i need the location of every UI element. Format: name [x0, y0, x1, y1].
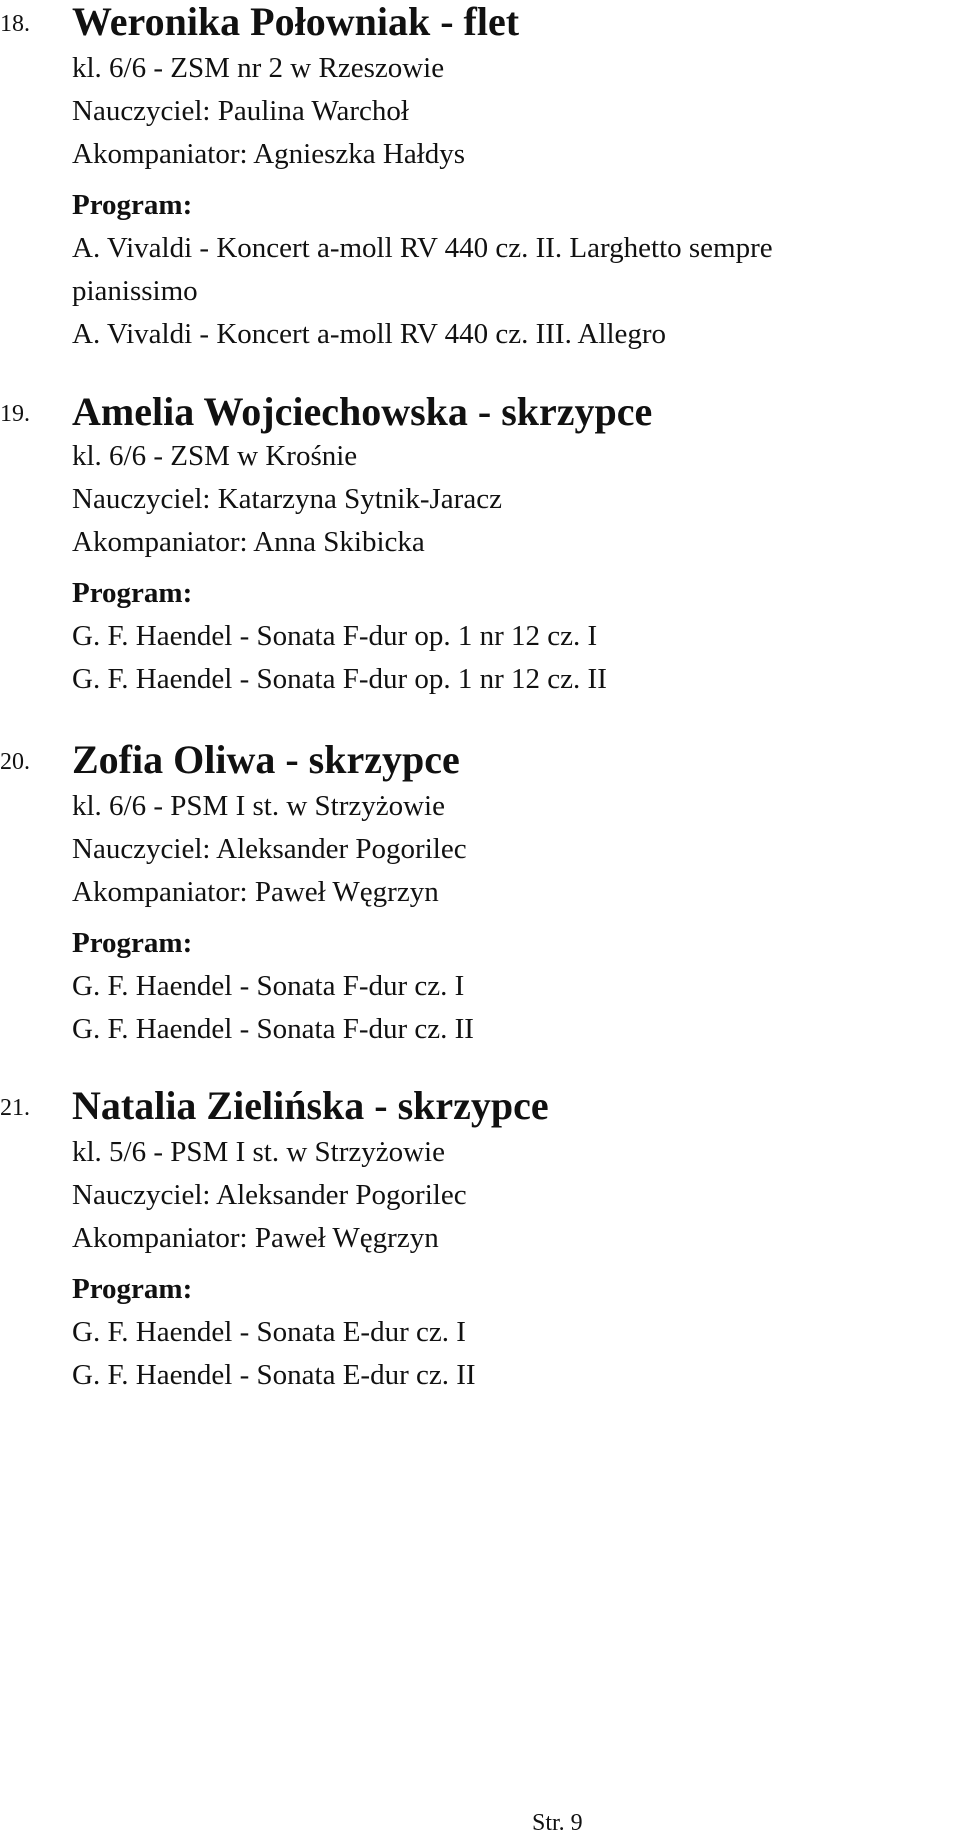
program-label: Program:	[72, 189, 193, 221]
entry-details	[72, 47, 932, 356]
class-line: kl. 5/6 - PSM I st. w Strzyżowie	[72, 1136, 445, 1168]
class-line: kl. 6/6 - ZSM w Krośnie	[72, 440, 358, 472]
accompanist-line: Akompaniator: Paweł Węgrzyn	[72, 876, 439, 908]
program-piece: G. F. Haendel - Sonata F-dur op. 1 nr 12 cz. II	[72, 663, 607, 695]
performer-name: Amelia Wojciechowska - skrzypce	[72, 389, 653, 434]
page-number: Str. 9	[532, 1810, 583, 1836]
program-piece: G. F. Haendel - Sonata E-dur cz. II	[72, 1359, 476, 1391]
performer-name: Natalia Zielińska - skrzypce	[72, 1083, 549, 1128]
program-piece: pianissimo	[72, 275, 198, 307]
teacher-line: Nauczyciel: Aleksander Pogorilec	[72, 1179, 467, 1211]
program-piece: A. Vivaldi - Koncert a-moll RV 440 cz. III. Allegro	[72, 318, 667, 350]
program-label: Program:	[72, 927, 193, 959]
entry-number: 21.	[0, 1095, 30, 1121]
program-label: Program:	[72, 1273, 193, 1305]
class-line: kl. 6/6 - PSM I st. w Strzyżowie	[72, 790, 445, 822]
entry-details	[72, 435, 932, 701]
class-line: kl. 6/6 - ZSM nr 2 w Rzeszowie	[72, 52, 445, 84]
entry-details	[72, 1131, 932, 1397]
accompanist-line: Akompaniator: Agnieszka Hałdys	[72, 138, 466, 170]
program-label: Program:	[72, 577, 193, 609]
program-piece: G. F. Haendel - Sonata E-dur cz. I	[72, 1316, 466, 1348]
entry-number: 20.	[0, 749, 30, 775]
program-piece: G. F. Haendel - Sonata F-dur cz. II	[72, 1013, 474, 1045]
accompanist-line: Akompaniator: Anna Skibicka	[72, 526, 425, 558]
entry-number: 19.	[0, 401, 30, 427]
entry-number: 18.	[0, 11, 30, 37]
program-piece: A. Vivaldi - Koncert a-moll RV 440 cz. II. Larghetto sempre	[72, 232, 773, 264]
entry-details	[72, 785, 932, 1051]
teacher-line: Nauczyciel: Aleksander Pogorilec	[72, 833, 467, 865]
performer-name: Zofia Oliwa - skrzypce	[72, 737, 460, 782]
accompanist-line: Akompaniator: Paweł Węgrzyn	[72, 1222, 439, 1254]
program-piece: G. F. Haendel - Sonata F-dur op. 1 nr 12 cz. I	[72, 620, 598, 652]
teacher-line: Nauczyciel: Paulina Warchoł	[72, 95, 409, 127]
teacher-line: Nauczyciel: Katarzyna Sytnik-Jaracz	[72, 483, 502, 515]
performer-name: Weronika Połowniak - flet	[72, 0, 520, 44]
program-piece: G. F. Haendel - Sonata F-dur cz. I	[72, 970, 465, 1002]
